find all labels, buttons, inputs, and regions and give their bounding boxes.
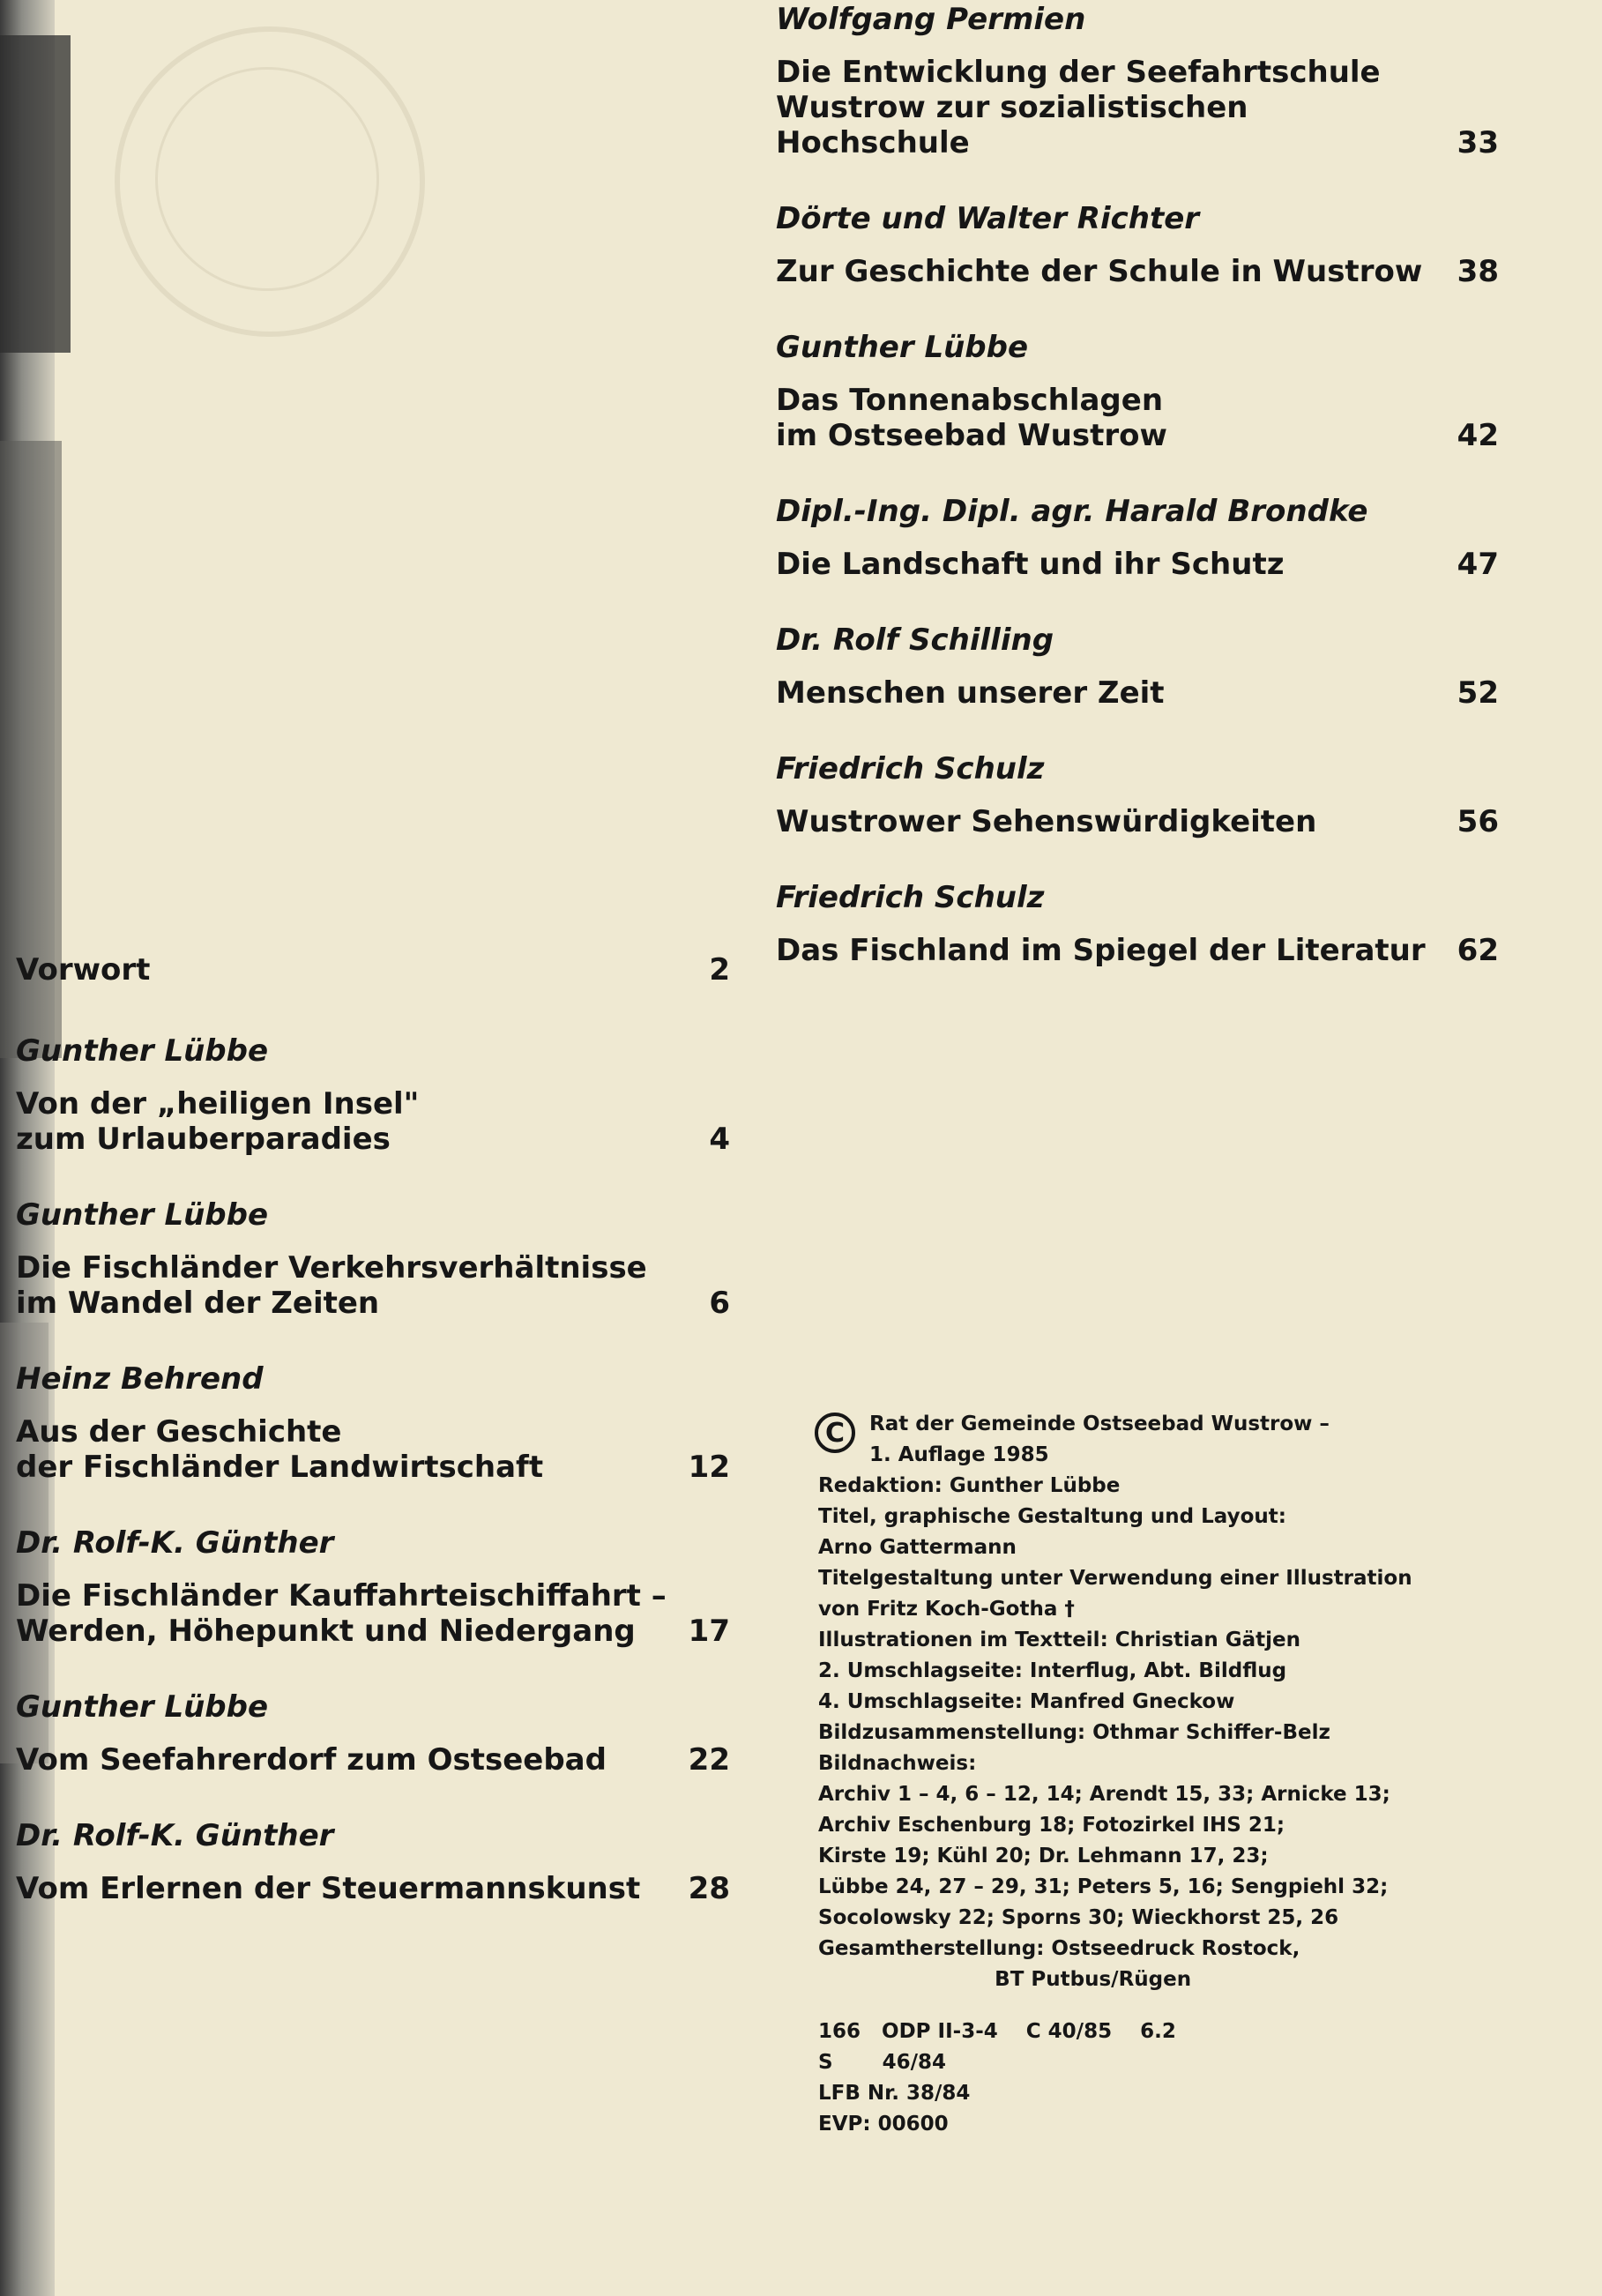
- imprint-code-line: EVP: 00600: [818, 2113, 949, 2136]
- copyright-text: [869, 1409, 1330, 1471]
- toc-page-number: 62: [1457, 933, 1499, 968]
- toc-page-number: 22: [688, 1742, 730, 1778]
- toc-title-row: [776, 547, 1499, 582]
- toc-entry: [16, 1360, 730, 1485]
- toc-author: Dörte und Walter Richter: [776, 201, 1200, 236]
- toc-title: Vom Erlernen der Steuermannskunst: [16, 1871, 641, 1906]
- imprint-line: Redaktion: Gunther Lübbe: [818, 1474, 1121, 1497]
- imprint-line: Illustrationen im Textteil: Christian Gätjen: [818, 1629, 1300, 1651]
- toc-page-number: 2: [709, 952, 730, 988]
- toc-entry: [776, 621, 1499, 711]
- toc-entry: [16, 1032, 730, 1157]
- toc-title-row: [16, 1742, 730, 1778]
- toc-entry: [776, 749, 1499, 839]
- imprint-line: Archiv Eschenburg 18; Fotozirkel IHS 21;: [818, 1814, 1285, 1837]
- toc-right-column: [776, 0, 1499, 1007]
- toc-title-row: [16, 1578, 730, 1649]
- imprint-line: Titelgestaltung unter Verwendung einer Illustration: [818, 1567, 1412, 1590]
- toc-title-row: [776, 675, 1499, 711]
- toc-title: Das Tonnenabschlagen im Ostseebad Wustrow: [776, 383, 1167, 453]
- imprint-line: Titel, graphische Gestaltung und Layout:: [818, 1505, 1286, 1528]
- toc-title: Die Landschaft und ihr Schutz: [776, 547, 1285, 582]
- toc-page-number: 6: [709, 1286, 730, 1321]
- toc-title: Die Entwicklung der Seefahrtschule Wustrow zur sozialistischen Hochschule: [776, 55, 1381, 160]
- imprint-block: [818, 1409, 1471, 2140]
- imprint-line: 1. Auflage 1985: [869, 1443, 1049, 1466]
- toc-author: Dr. Rolf-K. Günther: [16, 1525, 334, 1561]
- toc-page-number: 38: [1457, 254, 1499, 289]
- imprint-code-line: S 46/84: [818, 2051, 947, 2074]
- toc-title: Wustrower Sehenswürdigkeiten: [776, 804, 1317, 839]
- imprint-line: Arno Gattermann: [818, 1536, 1017, 1559]
- toc-title: Zur Geschichte der Schule in Wustrow: [776, 254, 1423, 289]
- toc-page-number: 17: [688, 1614, 730, 1649]
- toc-author: Friedrich Schulz: [776, 751, 1045, 786]
- toc-title: Vorwort: [16, 952, 151, 988]
- toc-author: Gunther Lübbe: [16, 1689, 269, 1725]
- toc-entry: [776, 878, 1499, 968]
- imprint-line: 4. Umschlagseite: Manfred Gneckow: [818, 1690, 1235, 1713]
- imprint-line: Lübbe 24, 27 – 29, 31; Peters 5, 16; Sengpiehl 32;: [818, 1875, 1389, 1898]
- toc-title-row: [776, 933, 1499, 968]
- imprint-line: von Fritz Koch-Gotha †: [818, 1598, 1075, 1621]
- toc-author: Dipl.-Ing. Dipl. agr. Harald Brondke: [776, 494, 1368, 529]
- toc-left-column: [16, 952, 730, 1945]
- toc-title-row: [16, 952, 730, 988]
- imprint-line: Archiv 1 – 4, 6 – 12, 14; Arendt 15, 33; Arnicke 13;: [818, 1783, 1390, 1806]
- toc-entry: [776, 0, 1499, 160]
- copyright-icon: C: [815, 1413, 855, 1453]
- imprint-line: Rat der Gemeinde Ostseebad Wustrow –: [869, 1413, 1330, 1435]
- imprint-code-line: LFB Nr. 38/84: [818, 2082, 971, 2105]
- toc-title: Die Fischländer Verkehrsverhältnisse im Wandel der Zeiten: [16, 1250, 647, 1321]
- imprint-line: 2. Umschlagseite: Interflug, Abt. Bildflug: [818, 1659, 1287, 1682]
- toc-entry: [776, 328, 1499, 453]
- toc-title: Das Fischland im Spiegel der Literatur: [776, 933, 1426, 968]
- toc-page-number: 56: [1457, 804, 1499, 839]
- toc-author: Gunther Lübbe: [16, 1197, 269, 1233]
- toc-author: Dr. Rolf Schilling: [776, 622, 1054, 658]
- toc-entry: [16, 952, 730, 988]
- toc-entry: [16, 1688, 730, 1778]
- toc-author: Gunther Lübbe: [16, 1033, 269, 1069]
- imprint-line: Bildnachweis:: [818, 1752, 977, 1775]
- toc-author: Heinz Behrend: [16, 1361, 264, 1397]
- toc-title-row: [776, 383, 1499, 453]
- imprint-line: BT Putbus/Rügen: [818, 1968, 1192, 1991]
- toc-entry: [776, 492, 1499, 582]
- imprint-spacer: [818, 1995, 1471, 2016]
- toc-title-row: [16, 1250, 730, 1321]
- toc-title-row: [776, 254, 1499, 289]
- photo-dark-area: [0, 35, 71, 353]
- toc-author: Dr. Rolf-K. Günther: [16, 1818, 334, 1853]
- faded-stamp-seal: [115, 26, 425, 337]
- toc-title: Aus der Geschichte der Fischländer Landwirtschaft: [16, 1414, 544, 1485]
- toc-title: Von der „heiligen Insel" zum Urlauberparadies: [16, 1086, 420, 1157]
- toc-title-row: [16, 1871, 730, 1906]
- toc-entry: [16, 1196, 730, 1321]
- toc-title: Vom Seefahrerdorf zum Ostseebad: [16, 1742, 607, 1778]
- toc-entry: [16, 1524, 730, 1649]
- copyright-header: [818, 1409, 1471, 1471]
- toc-author: Friedrich Schulz: [776, 880, 1045, 915]
- imprint-code-line: 166 ODP II-3-4 C 40/85 6.2: [818, 2020, 1176, 2043]
- toc-title-row: [16, 1086, 730, 1157]
- toc-title-row: [16, 1414, 730, 1485]
- imprint-line: Gesamtherstellung: Ostseedruck Rostock,: [818, 1937, 1300, 1960]
- imprint-line: Bildzusammenstellung: Othmar Schiffer-Belz: [818, 1721, 1330, 1744]
- toc-entry: [776, 199, 1499, 289]
- toc-title-row: [776, 55, 1499, 160]
- imprint-line: Socolowsky 22; Sporns 30; Wieckhorst 25, 26: [818, 1906, 1339, 1929]
- toc-page-number: 4: [709, 1122, 730, 1157]
- imprint-line: Kirste 19; Kühl 20; Dr. Lehmann 17, 23;: [818, 1845, 1269, 1867]
- toc-title-row: [776, 804, 1499, 839]
- toc-page-number: 33: [1457, 125, 1499, 160]
- toc-page-number: 47: [1457, 547, 1499, 582]
- toc-page-number: 28: [688, 1871, 730, 1906]
- toc-page-number: 12: [688, 1450, 730, 1485]
- toc-page-number: 52: [1457, 675, 1499, 711]
- toc-entry: [16, 1816, 730, 1906]
- toc-title: Die Fischländer Kauffahrteischiffahrt – Werden, Höhepunkt und Niedergang: [16, 1578, 667, 1649]
- toc-title: Menschen unserer Zeit: [776, 675, 1165, 711]
- toc-page-number: 42: [1457, 418, 1499, 453]
- toc-author: Gunther Lübbe: [776, 330, 1029, 365]
- toc-author: Wolfgang Permien: [776, 2, 1086, 37]
